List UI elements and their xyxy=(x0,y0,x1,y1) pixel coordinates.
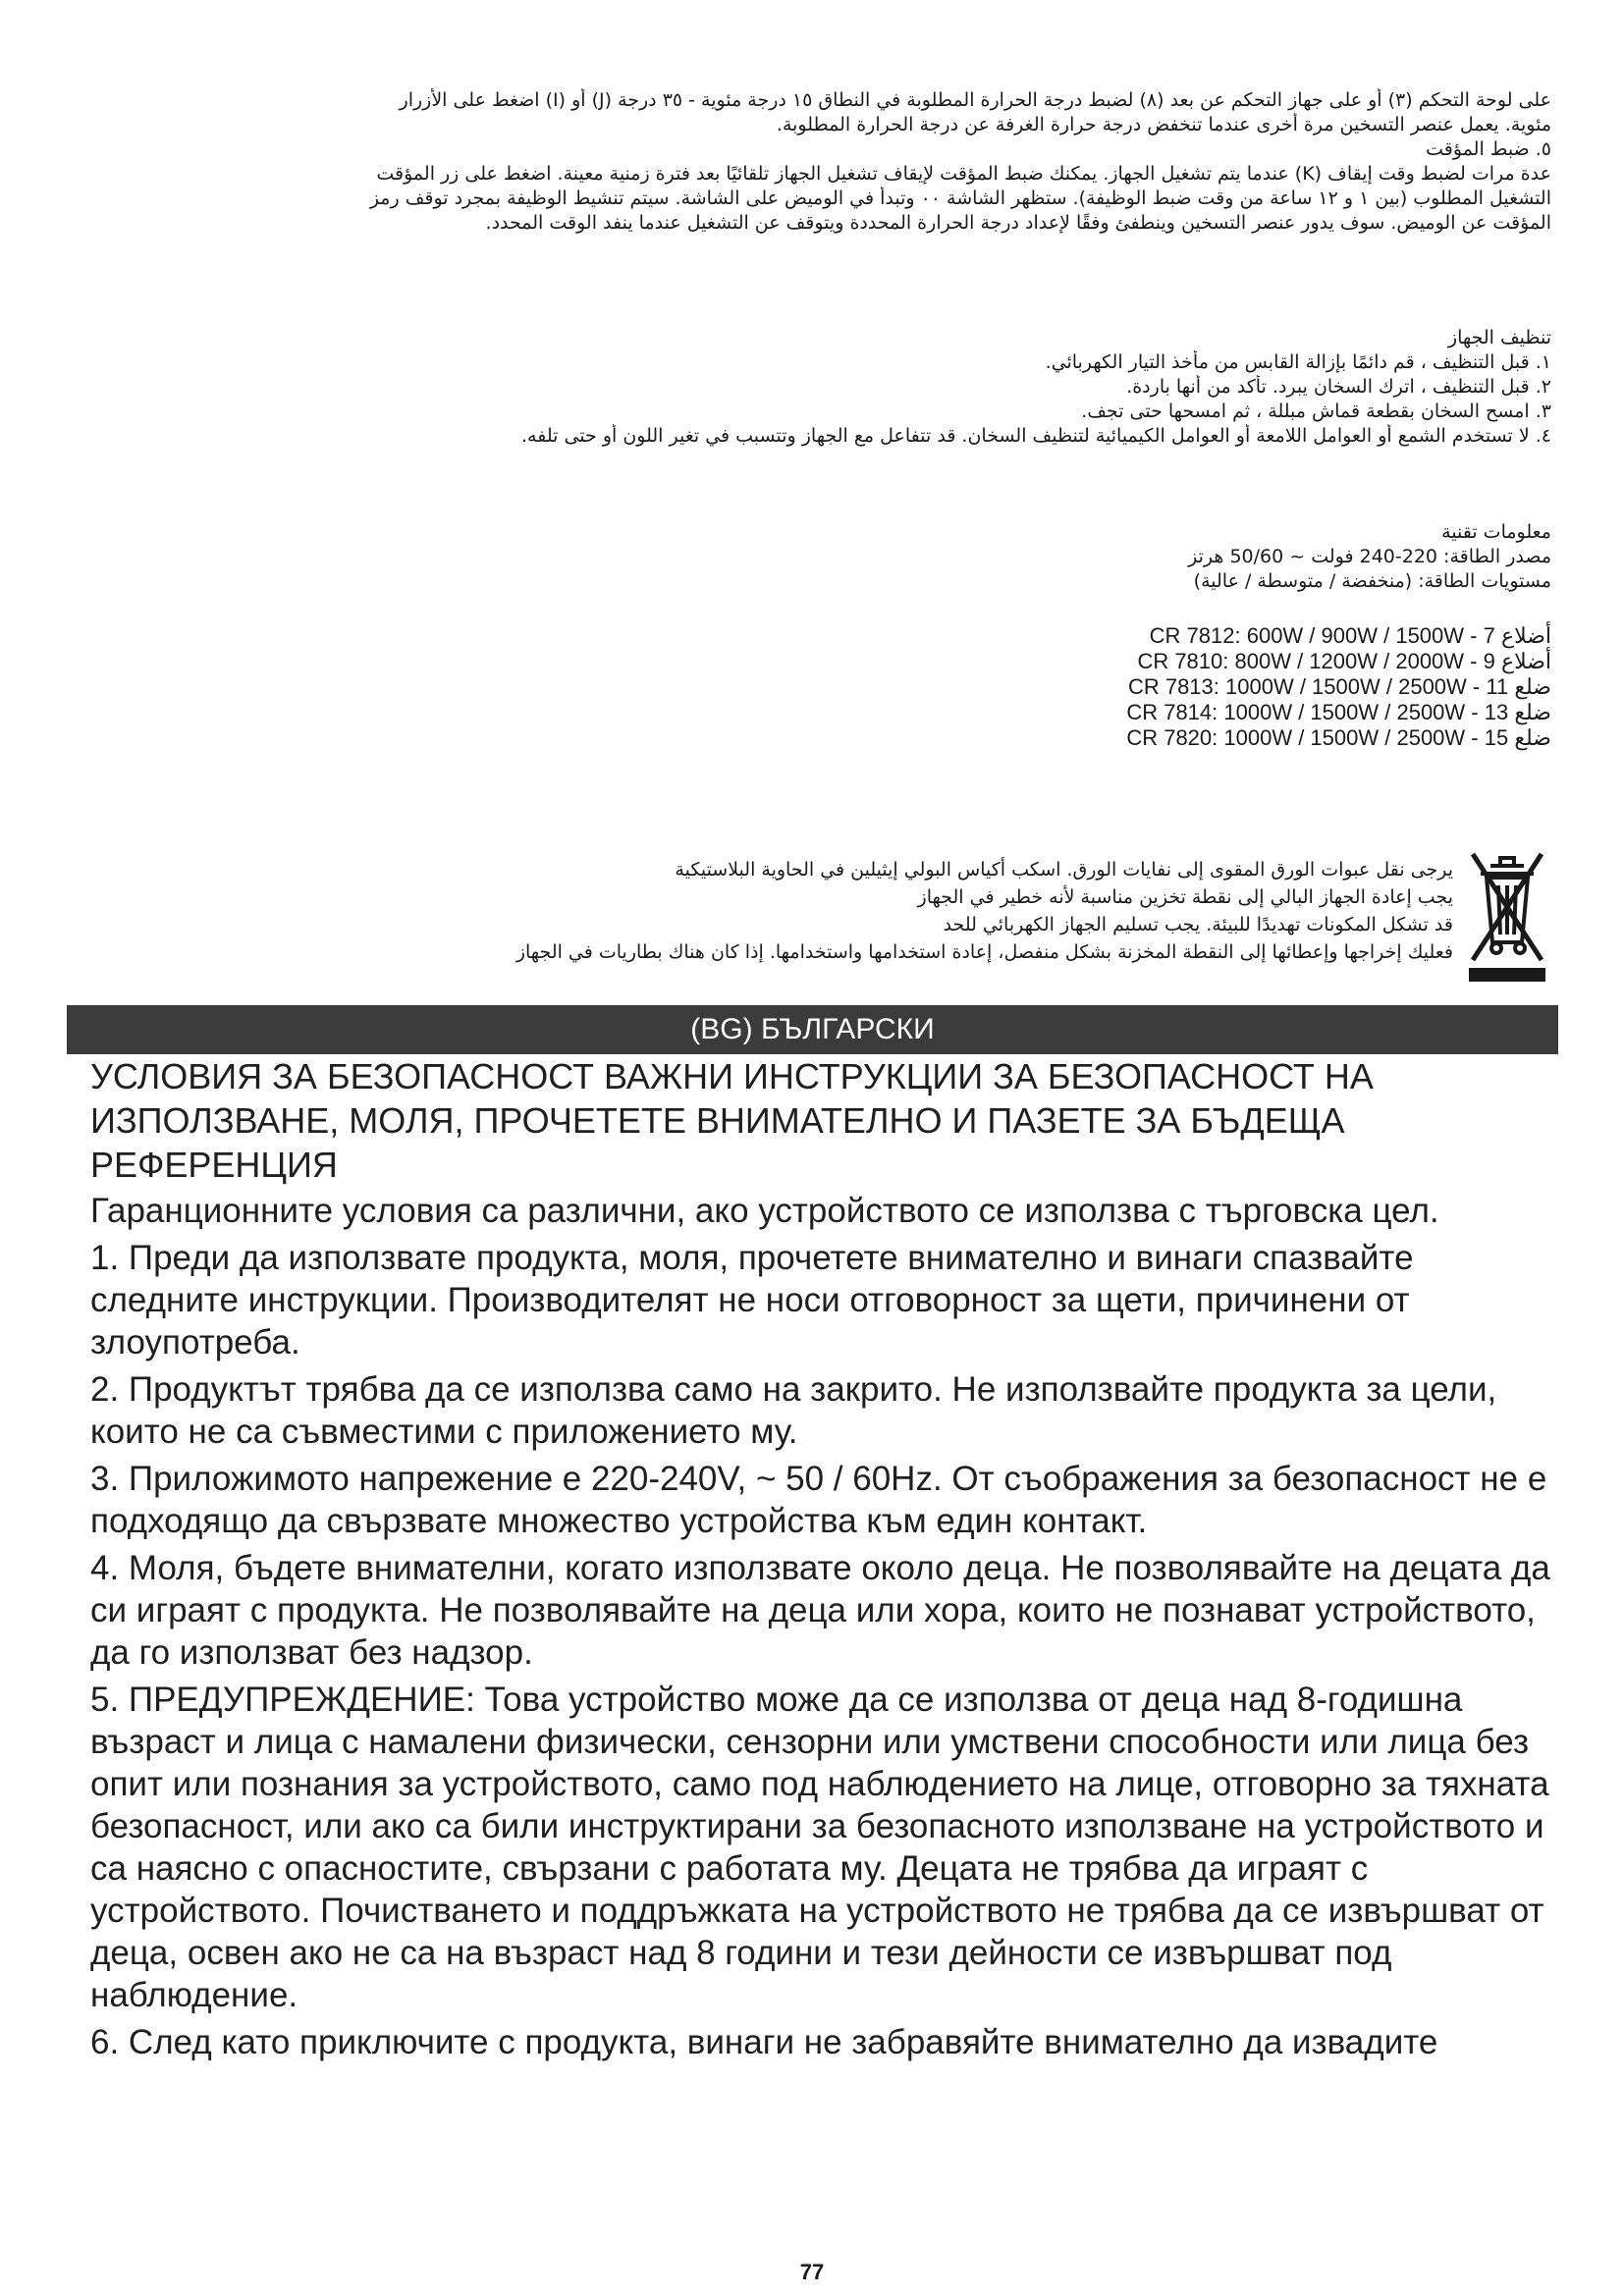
arabic-line: عدة مرات لضبط وقت إيقاف (K) عندما يتم تشغيل الجهاز. يمكنك ضبط المؤقت لإيقاف تشغيل الجهاز تلقائيًا بعد فترة زمنية معينة. اضغط على زر المؤقت xyxy=(376,163,1551,185)
arabic-line: ٥. ضبط المؤقت xyxy=(1426,138,1551,160)
arabic-line: قد تشكل المكونات تهديدًا للبيئة. يجب تسليم الجهاز الكهربائي للحد xyxy=(943,914,1453,935)
arabic-line: يجب إعادة الجهاز البالي إلى نقطة تخزين مناسبة لأنه خطير في الجهاز xyxy=(917,886,1453,908)
arabic-timer-section xyxy=(69,88,1551,236)
safety-paragraph: 1. Преди да използвате продукта, моля, прочетете внимателно и винаги спазвайте следните инструкции. Производителят не носи отговорност за щети, причинени от злоупотреба. xyxy=(90,1239,1414,1362)
safety-paragraph: 4. Моля, бъдете внимателни, когато използвате около деца. Не позволявайте на децата да си играят с продукта. Не позволявайте на деца или хора, които не познават устройството, да го използват без надзор. xyxy=(90,1549,1550,1672)
arabic-line: مصدر الطاقة: 220-240 فولت ~ 50/60 هرتز xyxy=(1188,546,1551,567)
spec-line: CR 7810: 800W / 1200W / 2000W - 9 أضلاع xyxy=(1137,649,1551,673)
arabic-line: ٤. لا تستخدم الشمع أو العوامل اللامعة أو العوامل الكيميائية لتنظيف السخان. قد تتفاعل مع الجهاز وتتسبب في تغير اللون أو حتى تلفه. xyxy=(521,425,1551,447)
arabic-line: المؤقت عن الوميض. سوف يدور عنصر التسخين وينطفئ وفقًا لإعداد درجة الحرارة المحددة ويتوقف عن التشغيل عندما ينفد الوقت المحدد. xyxy=(485,212,1551,234)
arabic-line: مئوية. يعمل عنصر التسخين مرة أخرى عندما تنخفض درجة حرارة الغرفة عن درجة الحرارة المطلوبة. xyxy=(776,114,1551,135)
arabic-line: تنظيف الجهاز xyxy=(1447,327,1551,348)
recycling-notice xyxy=(69,844,1551,991)
arabic-line: التشغيل المطلوب (بين ١ و ١٢ ساعة من وقت ضبط الوظيفة). ستظهر الشاشة ٠٠ وتبدأ في الوميض على الشاشة. سيتم تنشيط الوظيفة بمجرد توقف رمز xyxy=(369,187,1551,209)
arabic-tech-section xyxy=(69,520,1551,594)
spec-line: CR 7814: 1000W / 1500W / 2500W - 13 ضلع xyxy=(1126,700,1551,724)
model-specs-list xyxy=(1126,623,1551,751)
safety-title: УСЛОВИЯ ЗА БЕЗОПАСНОСТ ВАЖНИ ИНСТРУКЦИИ ЗА БЕЗОПАСНОСТ НА ИЗПОЛЗВАНЕ, МОЛЯ, ПРОЧЕТЕТЕ ВНИМАТЕЛНО И ПАЗЕТЕ ЗА БЪДЕЩА РЕФЕРЕНЦИЯ xyxy=(90,1056,1374,1185)
spec-line: CR 7812: 600W / 900W / 1500W - 7 أضلاع xyxy=(1149,623,1551,648)
crossed-bin-icon xyxy=(1463,844,1551,987)
bulgarian-safety-section xyxy=(90,1054,1563,2068)
page-number: 77 xyxy=(799,2260,825,2284)
arabic-cleaning-section xyxy=(69,326,1551,449)
safety-paragraph: Гаранционните условия са различни, ако устройството се използва с търговска цел. xyxy=(90,1192,1439,1230)
arabic-line: فعليك إخراجها وإعطائها إلى النقطة المخزنة بشكل منفصل، إعادة استخدامها واستخدامها. إذا كان هناك بطاريات في الجهاز xyxy=(515,941,1453,963)
recycling-text xyxy=(79,856,1453,966)
safety-paragraph: 3. Приложимото напрежение е 220-240V, ~ 50 / 60Hz. От съображения за безопасност не е подходящо да свързвате множество устройства към един контакт. xyxy=(90,1460,1547,1540)
safety-paragraph: 6. След като приключите с продукта, винаги не забравяйте внимателно да извадите xyxy=(90,2023,1438,2061)
arabic-line: مستويات الطاقة: (منخفضة / متوسطة / عالية) xyxy=(1193,570,1551,592)
arabic-line: ٣. امسح السخان بقطعة قماش مبللة ، ثم امسحها حتى تجف. xyxy=(1081,400,1551,422)
arabic-line: على لوحة التحكم (٣) أو على جهاز التحكم عن بعد (٨) لضبط درجة الحرارة المطلوبة في النطاق ١٥ درجة مئوية - ٣٥ درجة (J) أو (I) اضغط على الأزرار xyxy=(399,89,1551,111)
arabic-line: ١. قبل التنظيف ، قم دائمًا بإزالة القابس من مأخذ التيار الكهربائي. xyxy=(1045,351,1551,373)
language-section-bar: (BG) БЪЛГАРСКИ xyxy=(67,1005,1558,1054)
arabic-line: يرجى نقل عبوات الورق المقوى إلى نفايات الورق. اسكب أكياس البولي إيثيلين في الحاوية البلاستيكية xyxy=(675,859,1453,881)
spec-line: CR 7820: 1000W / 1500W / 2500W - 15 ضلع xyxy=(1126,725,1551,750)
safety-paragraph: 5. ПРЕДУПРЕЖДЕНИЕ: Това устройство може да се използва от деца над 8-годишна възраст и лица с намалени физически, сензорни или умствени способности или лица без опит или познания за устройството, само под наблюдението на лице, отговорно за тяхната безопасност, или ако са били инструктирани за безопасното използване на устройството и са наясно с опасностите, свързани с работата му. Децата не трябва да играят с устройството. Почистването и поддръжката на устройството не трябва да се извършват от деца, освен ако не са на възраст над 8 години и тези дейности се извършват под наблюдение. xyxy=(90,1681,1549,2014)
safety-paragraph: 2. Продуктът трябва да се използва само на закрито. Не използвайте продукта за цели, които не са съвместими с приложението му. xyxy=(90,1370,1497,1451)
spec-line: CR 7813: 1000W / 1500W / 2500W - 11 ضلع xyxy=(1127,674,1551,699)
arabic-line: ٢. قبل التنظيف ، اترك السخان يبرد. تأكد من أنها باردة. xyxy=(1126,376,1551,398)
arabic-line: معلومات تقنية xyxy=(1441,521,1551,543)
